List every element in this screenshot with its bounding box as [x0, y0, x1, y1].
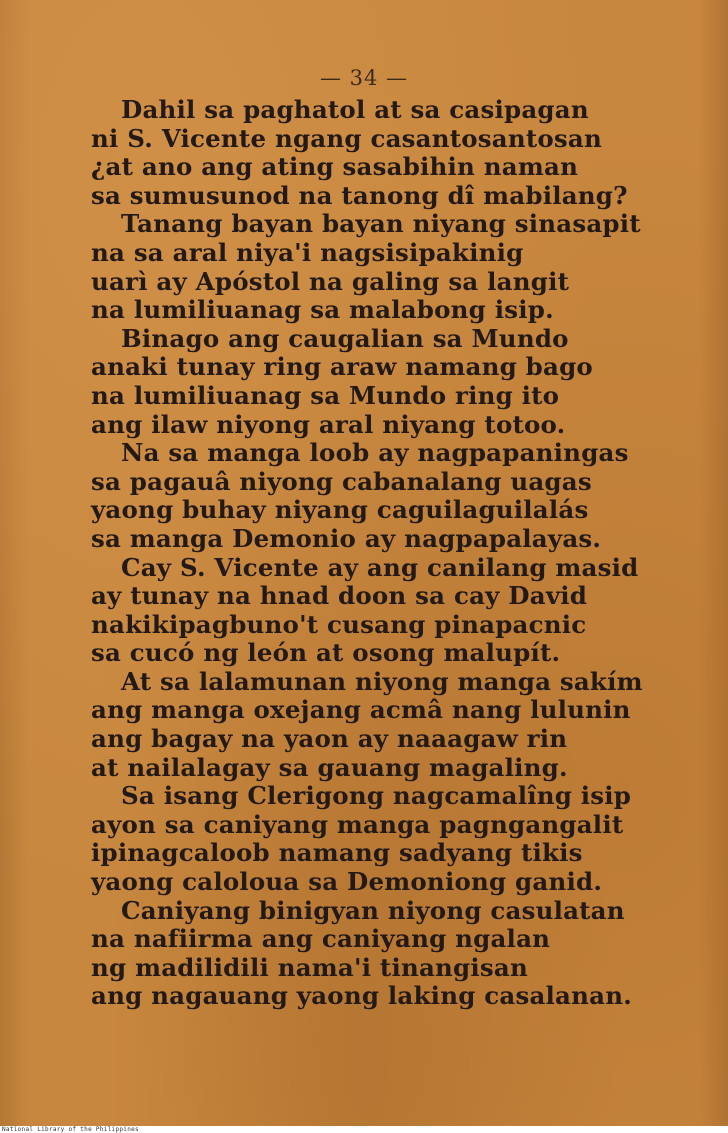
text-line: ng madilidili nama'i tinangisan [91, 952, 528, 982]
text-line: yaong buhay niyang caguilaguilalás [91, 495, 589, 525]
text-line: anaki tunay ring araw namang bago [91, 352, 593, 382]
stanza-first-line: Binago ang caugalian sa Mundo [121, 323, 569, 353]
stanza-first-line: Dahil sa paghatol at sa casipagan [121, 95, 589, 124]
text-line: ay tunay na hnad doon sa cay David [91, 581, 588, 611]
text-line: na nafiirma ang caniyang ngalan [91, 924, 551, 954]
stanza-first-line: Caniyang binigyan niyong casulatan [121, 895, 625, 925]
library-credit: National Library of the Philippines [2, 1126, 139, 1133]
text-line: nakikipagbuno't cusang pinapacnic [91, 609, 587, 639]
text-line: ayon sa caniyang manga pagngangalit [91, 809, 624, 839]
stanza-first-line: Tanang bayan bayan niyang sinasapit [121, 209, 641, 239]
stanza-first-line: At sa lalamunan niyong manga sakím [121, 666, 643, 696]
text-line: ang manga oxejang acmâ nang lulunin [91, 695, 631, 725]
text-line: ang bagay na yaon ay naaagaw rin [91, 724, 568, 754]
stanza-first-line: Na sa manga loob ay nagpapaningas [121, 438, 629, 468]
text-line: na lumiliuanag sa malabong isip. [91, 295, 554, 325]
text-line: uarì ay Apóstol na galing sa langit [91, 266, 570, 296]
text-line: ni S. Vicente ngang casantosantosan [91, 123, 603, 153]
text-line: sa cucó ng león at osong malupít. [91, 638, 561, 668]
text-line: ipinagcaloob namang sadyang tikis [91, 838, 583, 868]
text-line: ang ilaw niyong aral niyang totoo. [91, 409, 566, 439]
text-line: sa sumusunod na tanong dî mabilang? [91, 180, 628, 210]
text-line: yaong caloloua sa Demoniong ganid. [91, 867, 603, 897]
stanza-first-line: Sa isang Clerigong nagcamalîng isip [121, 781, 632, 811]
text-line: ang nagauang yaong laking casalanan. [91, 981, 632, 1011]
page-number: — 34 — [319, 66, 409, 90]
text-line: na lumiliuanag sa Mundo ring ito [91, 380, 560, 410]
text-line: sa pagauâ niyong cabanalang uagas [91, 466, 592, 496]
text-line: na sa aral niya'i nagsisipakinig [91, 237, 524, 267]
stanza-first-line: Cay S. Vicente ay ang canilang masid [121, 552, 639, 582]
text-line: at nailalagay sa gauang magaling. [91, 752, 568, 782]
text-line: sa manga Demonio ay nagpapalayas. [91, 523, 602, 553]
text-line: ¿at ano ang ating sasabihin naman [91, 152, 579, 182]
poem-text [91, 96, 701, 1011]
